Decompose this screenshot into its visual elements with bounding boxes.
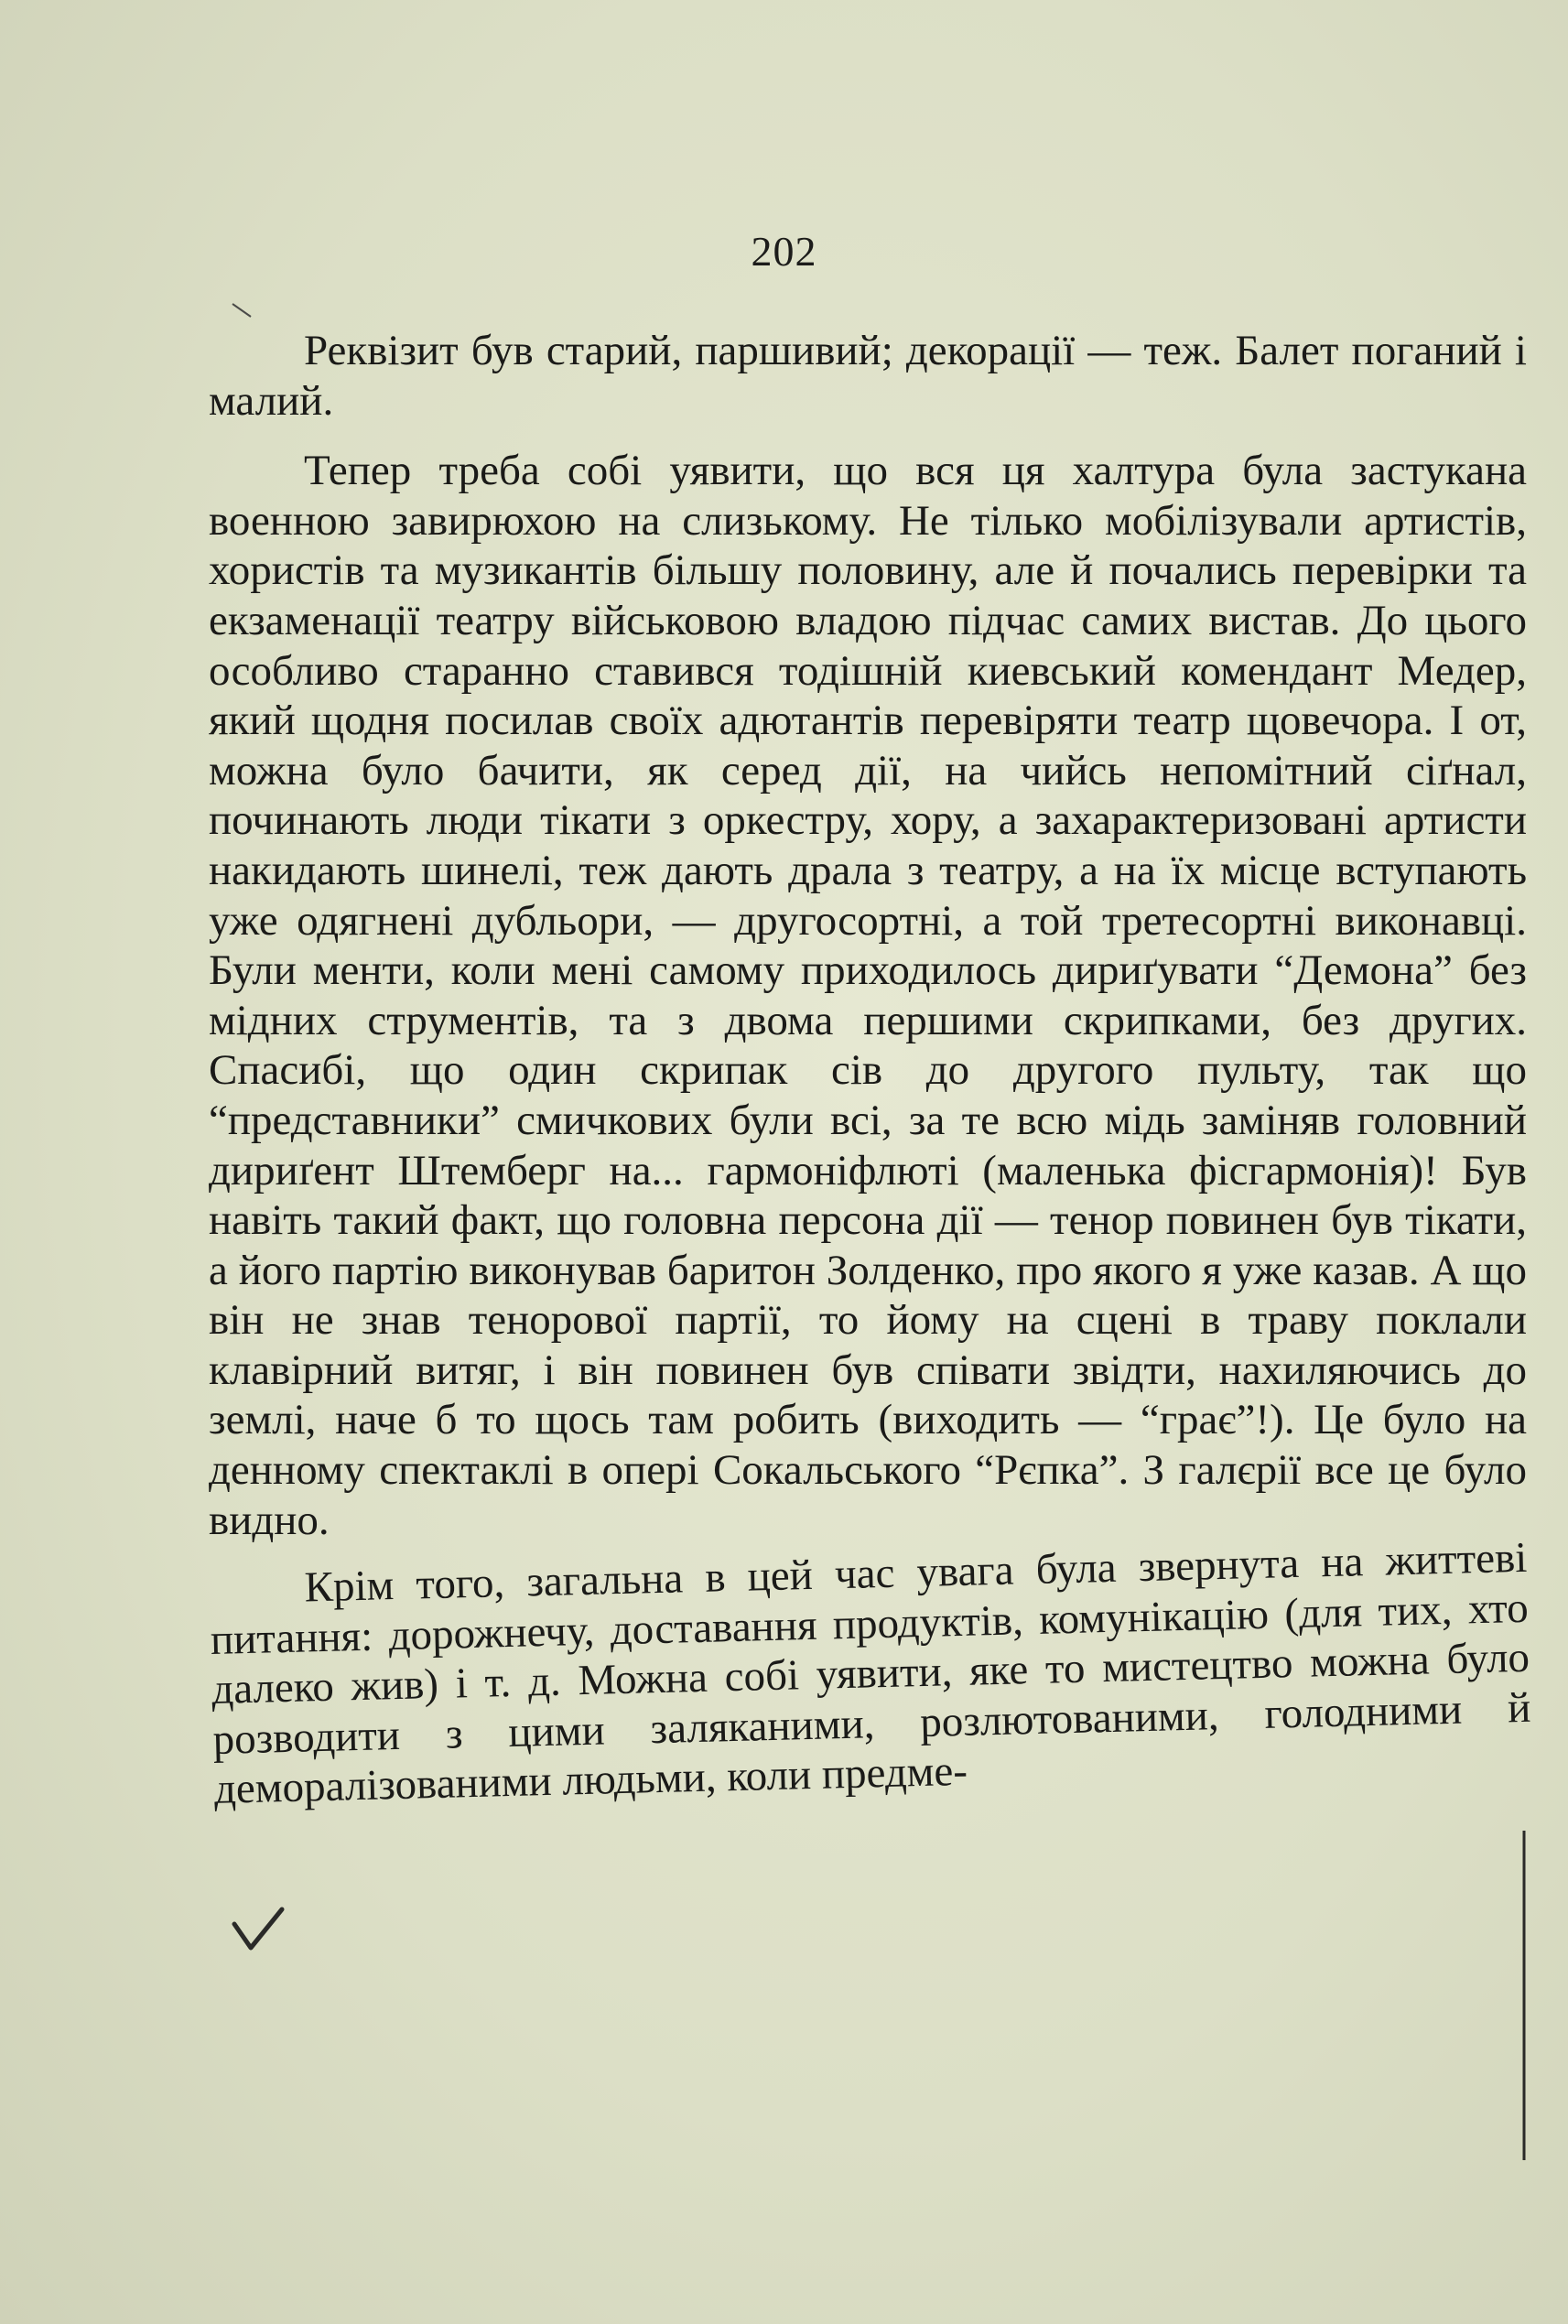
pencil-tick-mark (231, 302, 254, 320)
margin-pencil-line (1521, 1831, 1527, 2160)
paragraph-1: Реквізит був старий, паршивий; декорації — теж. Балет поганий і малий. (209, 327, 1527, 425)
paragraph-3: Крім того, загальна в цей час увага була звернута на життеві питання: дорожнечу, доставання продуктів, комунікацію (для тих, хто далеко жив) і т. д. Можна собі уявити, яке то мистецтво можна було розводити з цими заляканими, розлютованими, голодними й деморалізованими людьми, коли предме- (210, 1534, 1531, 1814)
text-body (209, 326, 1531, 1815)
page-number: 202 (751, 228, 817, 275)
paragraph-2: Тепер треба собі уявити, що вся ця халтура була застукана военною завирюхою на слизькому. Не тілько мобілізували артистів, хористів та музикантів більшу половину, але й почались перевірки та екзаменації театру військовою владою підчас самих вистав. До цього особливо старанно ставився тодішній киевський комендант Медер, який щодня посилав своїх адютантів перевіряти театр щовечора. І от, можна було бачити, як серед дії, на чийсь непомітний сіґнал, починають люди тікати з оркестру, хору, а захарактеризовані артисти накидають шинелі, теж дають драла з театру, а на їх місце вступають уже одягнені дубльори, — другосортні, а той третесортні виконавці. Були менти, коли мені самому приходилось дириґувати “Демона” без мідних струментів, та з двома першими скрипками, без других. Спасибі, що один скрипак сів до другого пульту, так що “представники” смичкових були всі, за те всю мідь заміняв головний дириґент Штемберг на... гармоніфлюті (маленька фісгармонія)! Був навіть такий факт, що головна персона дії — тенор повинен був тікати, а його партію виконував баритон Золденко, про якого я уже казав. А що він не знав тенорової партії, то йому на сцені в траву поклали клавірний витяг, і він повинен був співати звідти, нахиляючись до землі, наче б то щось там робить (виходить — “грає”!). Це було на денному спектаклі в опері Сокальського “Рєпка”. З галєрії все це було видно. (209, 447, 1527, 1544)
pencil-check-mark (231, 1906, 286, 1953)
